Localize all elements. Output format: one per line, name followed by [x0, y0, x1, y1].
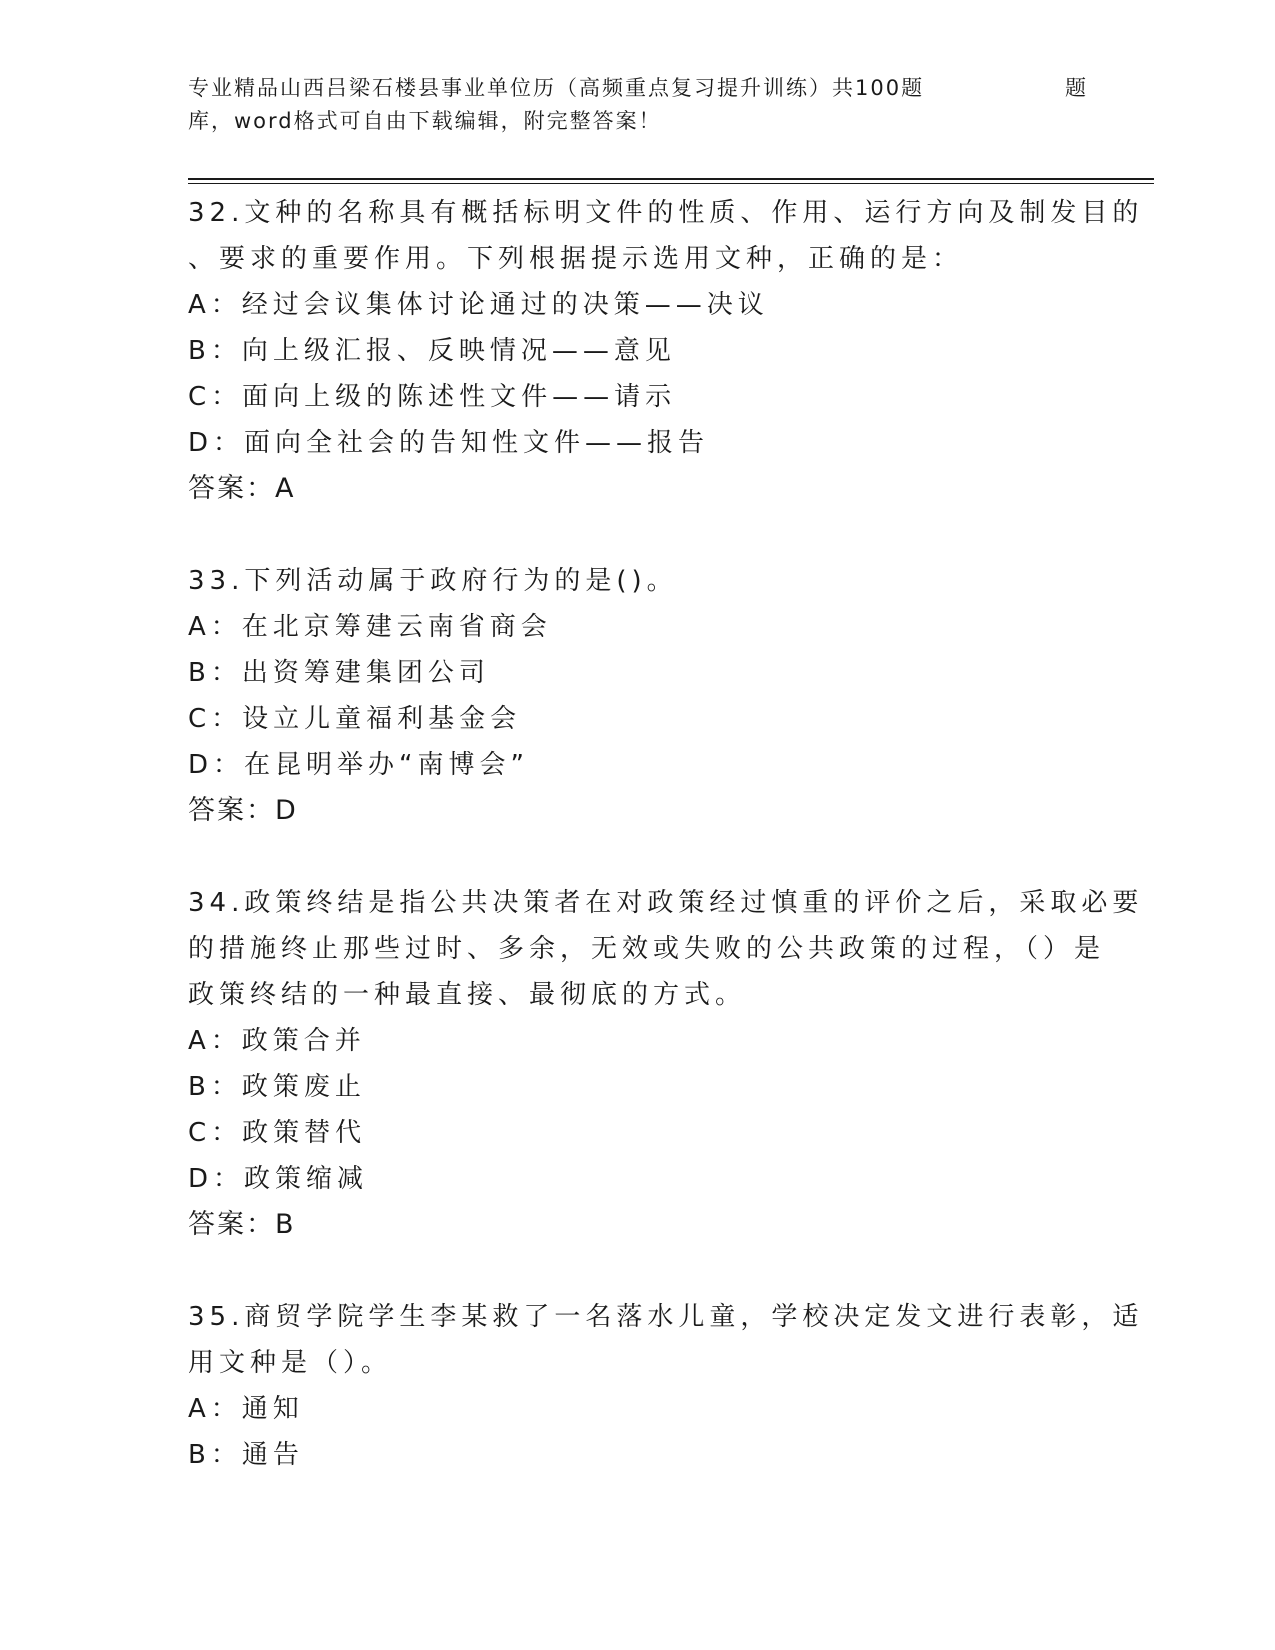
question-stem-line: 35.商贸学院学生李某救了一名落水儿童，学校决定发文进行表彰，适	[188, 1302, 1144, 1332]
question-34	[188, 880, 1144, 1248]
header-divider-thin	[188, 183, 1154, 184]
option-b: B：出资筹建集团公司	[188, 658, 490, 688]
header-title: 专业精品山西吕梁石楼县事业单位历（高频重点复习提升训练）共100题	[188, 76, 925, 100]
header-title-wrap: 题	[1065, 76, 1088, 100]
option-d: D：面向全社会的告知性文件——报告	[188, 428, 710, 458]
header-line-1	[188, 72, 1088, 105]
option-b: B：政策废止	[188, 1072, 366, 1102]
header-divider-thick	[188, 178, 1154, 180]
option-b: B：向上级汇报、反映情况——意见	[188, 336, 676, 366]
question-32	[188, 190, 1144, 512]
answer-line: 答案：B	[188, 1209, 296, 1240]
option-c: C：政策替代	[188, 1118, 367, 1148]
option-d: D：在昆明举办“南博会”	[188, 750, 529, 780]
option-d: D：政策缩减	[188, 1164, 369, 1194]
option-c: C：设立儿童福利基金会	[188, 704, 522, 734]
question-stem-line: 用文种是（）。	[188, 1348, 393, 1378]
question-35	[188, 1294, 1144, 1478]
question-stem-line: 、要求的重要作用。下列根据提示选用文种，正确的是：	[188, 244, 964, 274]
option-a: A：经过会议集体讨论通过的决策——决议	[188, 290, 769, 320]
question-stem-line: 政策终结的一种最直接、最彻底的方式。	[188, 980, 747, 1010]
question-stem-line: 32.文种的名称具有概括标明文件的性质、作用、运行方向及制发目的	[188, 198, 1144, 228]
option-a: A：通知	[188, 1394, 304, 1424]
header-line-2: 库，word格式可自由下载编辑，附完整答案！	[188, 109, 662, 133]
question-stem-line: 33.下列活动属于政府行为的是()。	[188, 566, 678, 596]
option-a: A：在北京筹建云南省商会	[188, 612, 552, 642]
document-header	[188, 72, 1088, 138]
option-c: C：面向上级的陈述性文件——请示	[188, 382, 677, 412]
question-33	[188, 558, 1088, 834]
question-stem-line: 的措施终止那些过时、多余，无效或失败的公共政策的过程，（）是	[188, 934, 1106, 964]
question-stem-line: 34.政策终结是指公共决策者在对政策经过慎重的评价之后，采取必要	[188, 888, 1144, 918]
question-list	[188, 190, 1144, 1524]
option-a: A：政策合并	[188, 1026, 366, 1056]
answer-line: 答案：D	[188, 795, 298, 826]
option-b: B：通告	[188, 1440, 304, 1470]
answer-line: 答案：A	[188, 473, 296, 504]
